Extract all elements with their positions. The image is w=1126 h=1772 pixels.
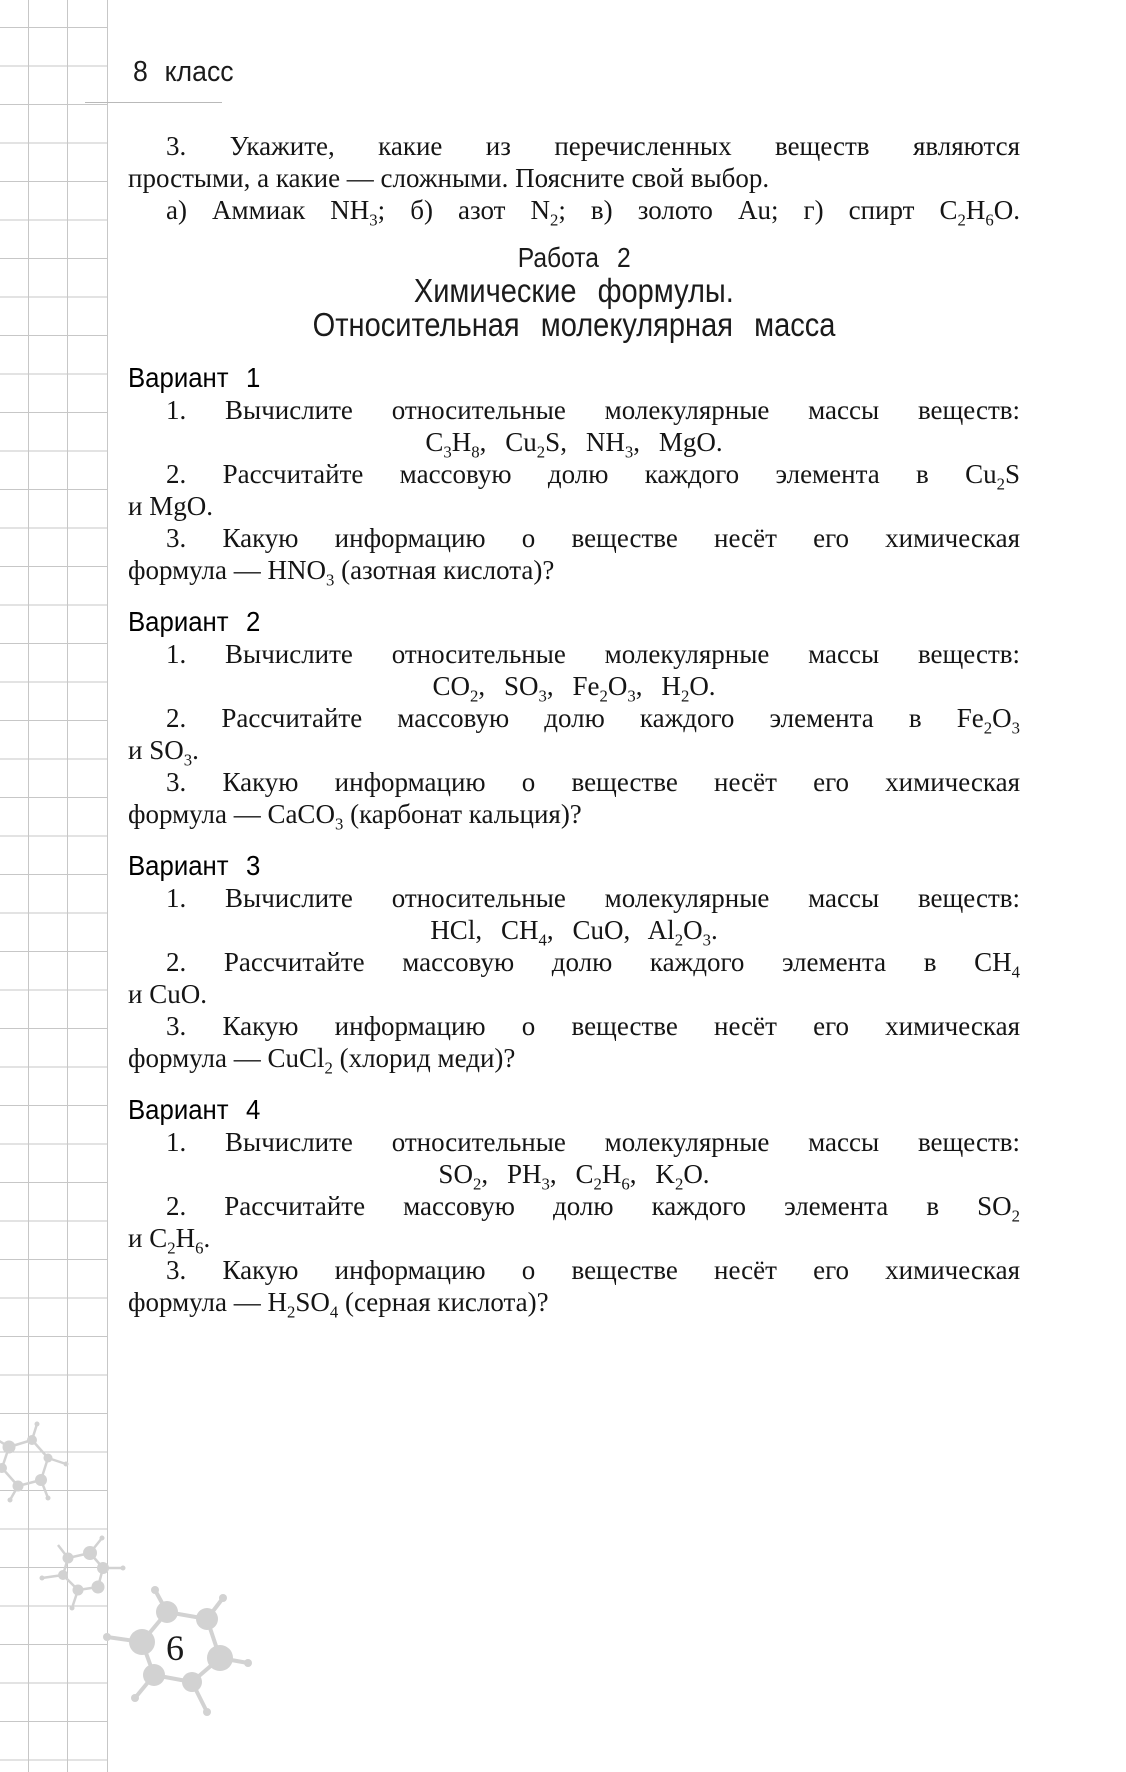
intro-task-line-3: а) Аммиак $NH_3$; б) азот $N_2$; в) золото Au; г) спирт $C_2H_6O$.: [166, 195, 1020, 230]
intro-task-line-1: 3. Укажите, какие из перечисленных веществ являются: [166, 131, 1020, 161]
variant-3-task-1: 1. Вычислите относительные молекулярные массы веществ:: [166, 883, 1020, 913]
variant-3-heading: Вариант 3: [128, 850, 261, 881]
variant-3-heading-row: [128, 850, 1020, 882]
variant-1-task-3-line-2: формула — $HNO_3$ (азотная кислота)?: [128, 555, 555, 590]
variant-2-heading-row: [128, 606, 1020, 638]
molecule-decorations-icon: [0, 1405, 300, 1745]
variant-4-task-2-line-2: и $C_2H_6$.: [128, 1223, 211, 1258]
intro-task-line-2: простыми, а какие — сложными. Поясните свой выбор.: [128, 163, 770, 193]
variant-4-task-2-line-1: 2. Рассчитайте массовую долю каждого элемента в $SO_2$: [166, 1191, 1020, 1226]
variant-3-formulas: HCl, $CH_4$, CuO, $Al_2O_3$.: [430, 915, 718, 950]
variant-4-task-3-line-1: 3. Какую информацию о веществе несёт его химическая: [166, 1255, 1020, 1285]
variant-1-task-2-line-1: 2. Рассчитайте массовую долю каждого элемента в $Cu_2S$: [166, 459, 1020, 494]
variant-2-formulas: $CO_2$, $SO_3$, $Fe_2O_3$, $H_2O$.: [432, 671, 716, 706]
variant-2-task-2-line-2: и $SO_3$.: [128, 735, 199, 770]
work-subtitle-1: Химические формулы.: [413, 272, 735, 309]
work-subtitle-2: Относительная молекулярная масса: [312, 306, 836, 343]
variant-2-task-3-line-2: формула — CaCO$_3$ (карбонат кальция)?: [128, 799, 582, 834]
variant-2-task-1: 1. Вычислите относительные молекулярные массы веществ:: [166, 639, 1020, 669]
variant-1-formulas: $C_3H_8$, $Cu_2S$, $NH_3$, MgO.: [425, 427, 723, 462]
variant-4-heading: Вариант 4: [128, 1094, 261, 1125]
page-number: 6: [166, 1628, 184, 1668]
variant-2-section: [128, 606, 1020, 834]
variant-3-task-2-line-1: 2. Рассчитайте массовую долю каждого элемента в $CH_4$: [166, 947, 1020, 982]
variant-2-heading: Вариант 2: [128, 606, 261, 637]
work-subtitle-row-2: [128, 308, 1020, 342]
variant-1-task-1: 1. Вычислите относительные молекулярные массы веществ:: [166, 395, 1020, 425]
page-header: 8 класс: [133, 56, 234, 88]
variant-3-task-3-line-2: формула — CuCl$_2$ (хлорид меди)?: [128, 1043, 516, 1078]
variant-1-heading-row: [128, 362, 1020, 394]
variant-4-heading-row: [128, 1094, 1020, 1126]
variant-3-task-2-line-2: и CuO.: [128, 979, 207, 1009]
variant-2-task-3-line-1: 3. Какую информацию о веществе несёт его химическая: [166, 767, 1020, 797]
variant-1-task-2-line-2: и MgO.: [128, 491, 213, 521]
variant-1-task-3-line-1: 3. Какую информацию о веществе несёт его химическая: [166, 523, 1020, 553]
variant-4-task-1: 1. Вычислите относительные молекулярные массы веществ:: [166, 1127, 1020, 1157]
variant-3-task-3-line-1: 3. Какую информацию о веществе несёт его химическая: [166, 1011, 1020, 1041]
variant-1-section: [128, 362, 1020, 590]
variant-4-formulas: $SO_2$, $PH_3$, $C_2H_6$, $K_2O$.: [438, 1159, 710, 1194]
work-title-row: [128, 242, 1020, 274]
variant-2-task-2-line-1: 2. Рассчитайте массовую долю каждого элемента в $Fe_2O_3$: [166, 703, 1020, 738]
variant-4-section: [128, 1094, 1020, 1322]
work-title: Работа 2: [517, 242, 631, 273]
work-subtitle-row-1: [128, 274, 1020, 308]
variant-3-section: [128, 850, 1020, 1078]
variant-4-task-3-line-2: формула — $H_2SO_4$ (серная кислота)?: [128, 1287, 549, 1322]
variant-1-heading: Вариант 1: [128, 362, 261, 393]
